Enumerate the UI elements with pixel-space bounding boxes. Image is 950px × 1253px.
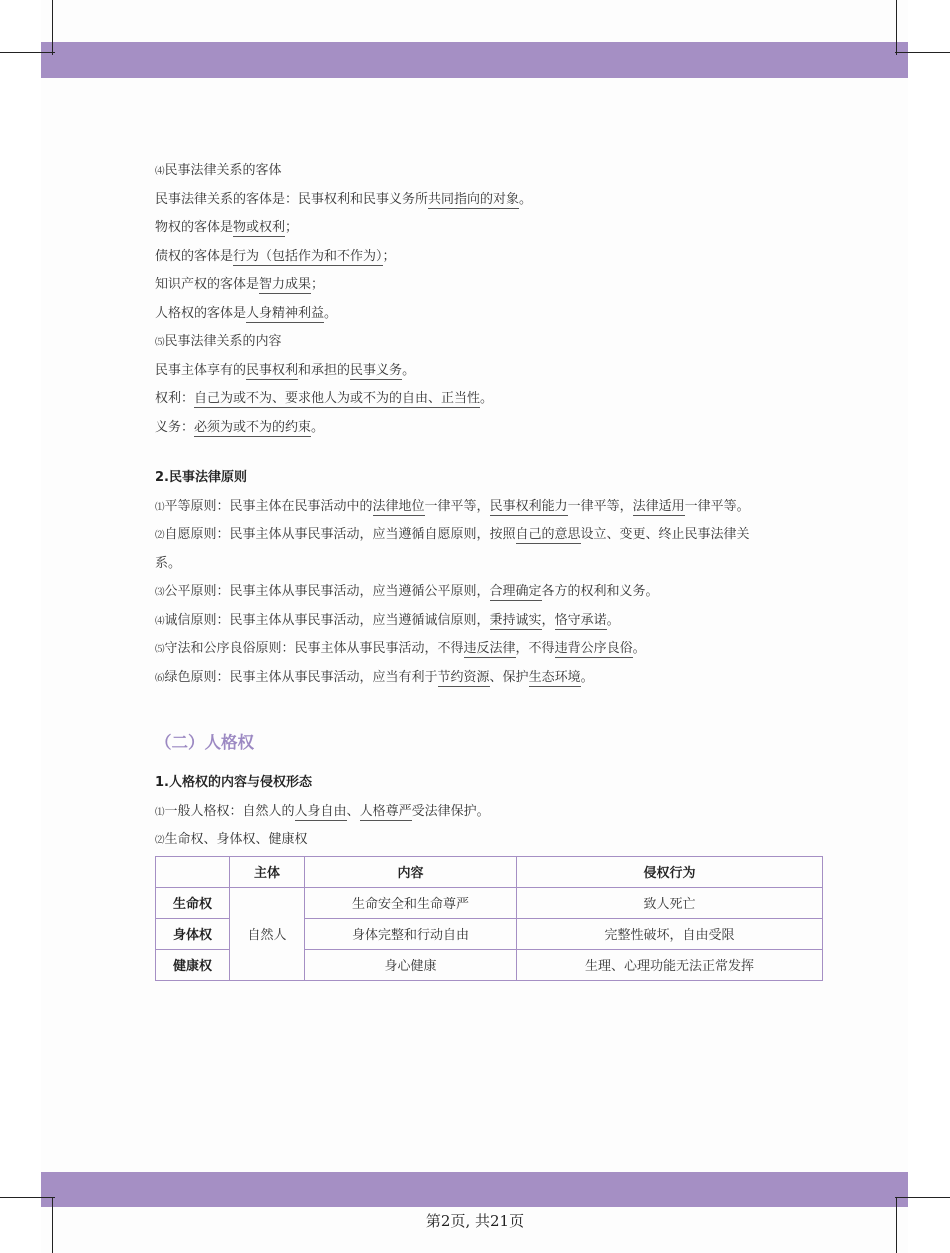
crop-mark-bl-h [0,1197,55,1198]
infringe-cell: 完整性破坏，自由受限 [517,918,823,949]
principle-green: ⑹绿色原则：民事主体从事民事活动，应当有利于节约资源、保护生态环境。 [155,669,594,685]
object-heading: ⑷民事法律关系的客体 [155,163,282,178]
header-band [41,42,908,78]
object-line-1: 民事法律关系的客体是：民事权利和民事义务所共同指向的对象。 [155,191,533,207]
table-header-cell: 内容 [305,856,517,887]
table-header-cell: 侵权行为 [517,856,823,887]
principle-good-faith: ⑷诚信原则：民事主体从事民事活动，应当遵循诚信原则，秉持诚实，恪守承诺。 [155,612,620,628]
table-header-cell [156,856,230,887]
content-cell: 生命安全和生命尊严 [305,887,517,918]
personality-subhead: 1.人格权的内容与侵权形态 [155,775,312,790]
principle-fairness: ⑶公平原则：民事主体从事民事活动，应当遵循公平原则，合理确定各方的权利和义务。 [155,584,659,599]
page-number: 第2页, 共21页 [425,1212,525,1230]
content-heading: ⑸民事法律关系的内容 [155,334,282,349]
principle-voluntary: ⑵自愿原则：民事主体从事民事活动，应当遵循自愿原则，按照自己的意思设立、变更、终止民事法律关 [155,527,750,542]
principle-voluntary-cont: 系。 [155,555,182,571]
principle-law-order: ⑸守法和公序良俗原则：民事主体从事民事活动，不得违反法律，不得违背公序良俗。 [155,641,646,656]
crop-mark-tr-h [895,52,950,53]
object-line-2: 物权的客体是物或权利； [155,220,299,235]
object-line-5: 人格权的客体是人身精神利益。 [155,305,338,321]
row-name-cell: 身体权 [156,918,230,949]
infringe-cell: 致人死亡 [517,887,823,918]
principle-equality: ⑴平等原则：民事主体在民事活动中的法律地位一律平等，民事权利能力一律平等，法律适用一律平等。 [155,498,750,514]
crop-mark-tl-v [52,0,53,55]
rights-table [155,856,823,981]
section-title-personality: （二）人格权 [155,733,254,752]
infringe-cell: 生理、心理功能无法正常发挥 [517,949,823,980]
table-header-row [156,856,823,887]
table-header-cell: 主体 [230,856,305,887]
footer-band [41,1172,908,1207]
row-name-cell: 生命权 [156,887,230,918]
crop-mark-tr-v [896,0,897,55]
row-name-cell: 健康权 [156,949,230,980]
content-line-1: 民事主体享有的民事权利和承担的民事义务。 [155,362,416,378]
life-body-health-line: ⑵生命权、身体权、健康权 [155,832,308,847]
content-cell: 身心健康 [305,949,517,980]
crop-mark-br-h [895,1197,950,1198]
subject-cell: 自然人 [230,887,305,980]
general-personality-line: ⑴一般人格权：自然人的人身自由、人格尊严受法律保护。 [155,803,490,819]
content-line-2: 权利：自己为或不为、要求他人为或不为的自由、正当性。 [155,391,494,406]
document-body [155,157,823,981]
object-line-3: 债权的客体是行为（包括作为和不作为）； [155,248,396,264]
content-cell: 身体完整和行动自由 [305,918,517,949]
principles-heading: 2.民事法律原则 [155,470,247,485]
table-row [156,887,823,918]
content-line-3: 义务：必须为或不为的约束。 [155,419,325,435]
crop-mark-tl-h [0,52,55,53]
object-line-4: 知识产权的客体是智力成果； [155,277,325,292]
